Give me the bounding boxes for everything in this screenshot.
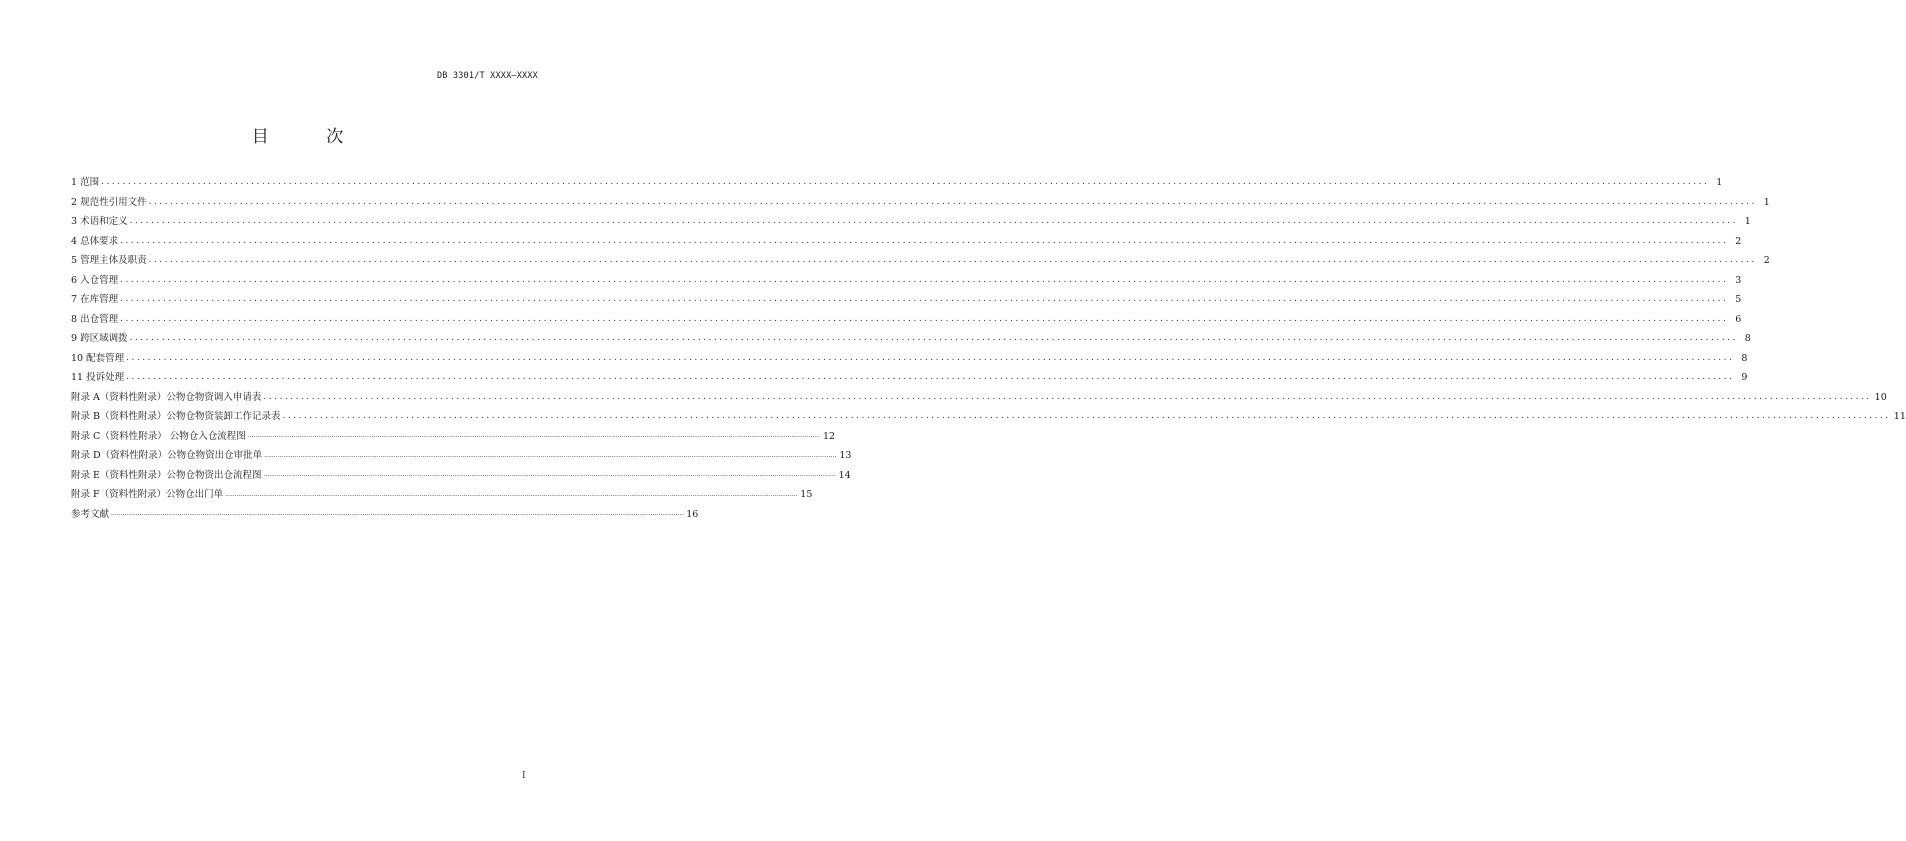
toc-entry[interactable] <box>71 466 851 486</box>
toc-entry-label: 附录 D（资料性附录）公物仓物资出仓审批单 <box>71 450 263 461</box>
toc-entry[interactable] <box>71 407 1906 427</box>
toc-entry-page: 11 <box>1893 411 1906 422</box>
toc-entry[interactable] <box>71 446 852 466</box>
toc-entry[interactable] <box>71 232 1742 252</box>
toc-entry[interactable] <box>71 271 1742 291</box>
document-code: DB 3301/T XXXX—XXXX <box>436 71 538 81</box>
toc-dot-leader: ............................................................................................................................................................................................................................................................................................................ <box>247 432 820 440</box>
toc-entry-label: 7 在库管理 <box>71 294 119 305</box>
toc-dot-leader: ............................................................................................................................................................................................................................................................................................................ <box>120 313 1729 324</box>
toc-dot-leader: ............................................................................................................................................................................................................................................................................................................ <box>263 471 836 479</box>
toc-entry-label: 4 总体要求 <box>71 235 119 247</box>
toc-entry-page: 15 <box>800 489 813 500</box>
toc-entry-label: 附录 B（资料性附录）公物仓物资装卸工作记录表 <box>71 411 281 422</box>
toc-dot-leader: ............................................................................................................................................................................................................................................................................................................ <box>148 196 1757 207</box>
toc-entry-page: 2 <box>1735 235 1742 247</box>
toc-entry-label: 附录 A（资料性附录）公物仓物资调入申请表 <box>71 391 262 403</box>
toc-entry[interactable] <box>71 505 699 525</box>
toc-entry-page: 3 <box>1735 274 1742 286</box>
toc-entry-label: 附录 F（资料性附录）公物仓出门单 <box>71 489 224 500</box>
toc-dot-leader: ............................................................................................................................................................................................................................................................................................................ <box>282 411 1891 422</box>
toc-entry[interactable] <box>71 427 836 447</box>
toc-dot-leader: ............................................................................................................................................................................................................................................................................................................ <box>263 391 1872 402</box>
toc-entry-page: 8 <box>1741 352 1748 364</box>
toc-entry-page: 13 <box>839 450 852 461</box>
toc-entry[interactable] <box>71 173 1723 193</box>
toc-entry-label: 3 术语和定义 <box>71 216 128 227</box>
toc-entry-page: 14 <box>838 469 851 481</box>
toc-dot-leader: ............................................................................................................................................................................................................................................................................................................ <box>264 451 837 459</box>
toc-entry-label: 2 规范性引用文件 <box>71 196 147 208</box>
toc-dot-leader: ............................................................................................................................................................................................................................................................................................................ <box>225 490 798 498</box>
toc-entry-label: 5 管理主体及职责 <box>71 255 147 266</box>
toc-entry-page: 5 <box>1735 294 1742 305</box>
toc-entry[interactable] <box>71 193 1770 213</box>
toc-entry[interactable] <box>71 290 1742 310</box>
page-title: 目 次 <box>251 127 370 147</box>
toc-entry-page: 1 <box>1744 216 1751 227</box>
toc-entry-label: 8 出仓管理 <box>71 313 119 325</box>
toc-entry-label: 附录 E（资料性附录）公物仓物资出仓流程图 <box>71 469 262 481</box>
toc-dot-leader: ............................................................................................................................................................................................................................................................................................................ <box>101 177 1710 188</box>
toc-entry-page: 9 <box>1741 372 1748 383</box>
toc-entry-page: 10 <box>1874 391 1887 403</box>
toc-entry-page: 2 <box>1763 255 1770 266</box>
toc-entry-page: 8 <box>1744 333 1751 344</box>
toc-entry[interactable] <box>71 251 1770 271</box>
toc-entry-page: 16 <box>686 508 699 520</box>
toc-dot-leader: ............................................................................................................................................................................................................................................................................................................ <box>129 216 1738 227</box>
toc-entry[interactable] <box>71 310 1742 330</box>
toc-entry[interactable] <box>71 388 1887 408</box>
toc-entry-page: 1 <box>1716 177 1723 188</box>
toc-dot-leader: ............................................................................................................................................................................................................................................................................................................ <box>129 333 1738 344</box>
toc-entry[interactable] <box>71 368 1748 388</box>
toc-entry[interactable] <box>71 212 1751 232</box>
toc-entry[interactable] <box>71 485 813 505</box>
toc-entry-label: 11 投诉处理 <box>71 372 125 383</box>
toc-dot-leader: ............................................................................................................................................................................................................................................................................................................ <box>120 274 1729 285</box>
toc-entry-page: 1 <box>1763 196 1770 208</box>
toc-dot-leader: ............................................................................................................................................................................................................................................................................................................ <box>120 294 1729 305</box>
toc-entry-page: 12 <box>822 430 836 442</box>
page-number: I <box>522 771 526 781</box>
toc-entry-label: 9 跨区域调拨 <box>71 333 128 344</box>
toc-entry[interactable] <box>71 349 1748 369</box>
toc-entry-label: 参考文献 <box>71 508 110 520</box>
toc-entry-label: 10 配套管理 <box>71 352 125 364</box>
table-of-contents <box>71 173 1906 524</box>
toc-entry[interactable] <box>71 329 1751 349</box>
toc-dot-leader: ............................................................................................................................................................................................................................................................................................................ <box>120 235 1729 246</box>
toc-dot-leader: ............................................................................................................................................................................................................................................................................................................ <box>126 352 1735 363</box>
toc-entry-label: 附录 C（资料性附录） 公物仓入仓流程图 <box>71 430 246 442</box>
toc-entry-page: 6 <box>1735 313 1742 325</box>
toc-dot-leader: ............................................................................................................................................................................................................................................................................................................ <box>126 372 1735 383</box>
toc-entry-label: 1 范围 <box>71 177 100 188</box>
toc-entry-label: 6 入仓管理 <box>71 274 119 286</box>
toc-dot-leader: ............................................................................................................................................................................................................................................................................................................ <box>148 255 1757 266</box>
toc-dot-leader: ............................................................................................................................................................................................................................................................................................................ <box>111 510 684 518</box>
